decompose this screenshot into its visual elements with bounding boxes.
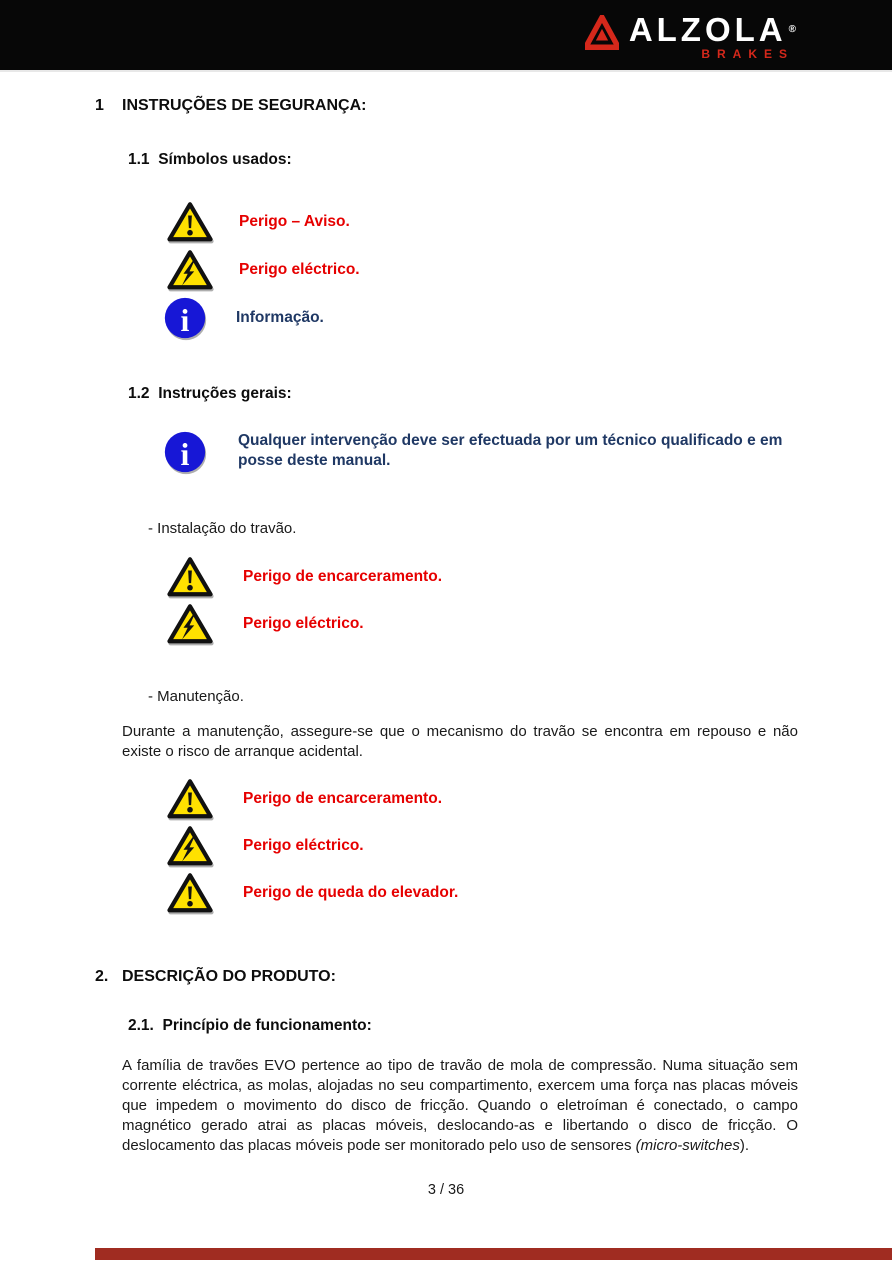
- brand-name: ALZOLA ®: [628, 11, 796, 48]
- logo-text-block: [629, 13, 796, 61]
- section-1-title: INSTRUÇÕES DE SEGURANÇA:: [122, 97, 367, 114]
- electric-hazard-icon: [163, 249, 217, 291]
- symbol-row: [163, 603, 364, 645]
- section-2-1-heading: [128, 1017, 372, 1035]
- footer-red-bar: [95, 1248, 892, 1260]
- section-1-1-number: 1.1: [128, 151, 150, 168]
- warning-triangle-icon: [163, 872, 217, 914]
- section-1-2-heading: [128, 385, 292, 403]
- symbol-label: Perigo de queda do elevador.: [243, 884, 459, 901]
- section-2-1-number: 2.1.: [128, 1017, 154, 1034]
- alzola-triangle-icon: [585, 15, 619, 51]
- warning-triangle-icon: [163, 201, 217, 243]
- electric-hazard-icon: [163, 825, 217, 867]
- alzola-logo: [585, 13, 796, 61]
- section-2-heading: [95, 968, 336, 986]
- paragraph-italic-text: (micro-switches: [635, 1137, 740, 1154]
- information-icon: [164, 431, 206, 473]
- page-number: 3 / 36: [427, 1182, 465, 1198]
- symbol-row: [163, 825, 364, 867]
- maintenance-item: - Manutenção.: [148, 688, 244, 705]
- product-description-paragraph: [122, 1056, 798, 1156]
- symbol-row: [164, 297, 324, 339]
- information-icon: [164, 297, 206, 339]
- section-1-2-title: Instruções gerais:: [158, 385, 292, 402]
- symbol-row: [163, 249, 360, 291]
- electric-hazard-icon: [163, 603, 217, 645]
- symbol-label: Perigo – Aviso.: [239, 213, 350, 230]
- symbol-label: Perigo eléctrico.: [239, 261, 360, 278]
- installation-item: - Instalação do travão.: [148, 520, 297, 537]
- section-2-number: 2.: [95, 968, 109, 985]
- symbol-label: Perigo de encarceramento.: [243, 790, 442, 807]
- symbol-label: Perigo eléctrico.: [243, 615, 364, 632]
- section-1-1-heading: [128, 151, 292, 169]
- paragraph-text: A família de travões EVO pertence ao tipo de travão de mola de compressão. Numa situação sem corrente eléctrica, as molas, alojadas no seu compartimento, exercem uma força nas placas móveis que impedem o movimento do disco de fricção. Quando o eletroíman é conectado, o campo magnético gerado atrai as placas móveis, deslocando-as e libertando o disco de fricção. O deslocamento das placas móveis pode ser monitorado pelo uso de sensores: [122, 1057, 798, 1154]
- symbol-label: Perigo eléctrico.: [243, 837, 364, 854]
- section-1-number: 1: [95, 97, 104, 114]
- warning-triangle-icon: [163, 778, 217, 820]
- warning-triangle-icon: [163, 556, 217, 598]
- symbol-row: [163, 778, 442, 820]
- symbol-label: Perigo de encarceramento.: [243, 568, 442, 585]
- page-header: [0, 0, 892, 72]
- section-2-1-title: Princípio de funcionamento:: [162, 1017, 372, 1034]
- paragraph-end-text: ).: [739, 1137, 749, 1154]
- symbol-row: [163, 872, 458, 914]
- section-1-2-number: 1.2: [128, 385, 150, 402]
- info-note-row: [164, 431, 798, 473]
- section-1-heading: [95, 97, 366, 115]
- symbol-row: [163, 556, 442, 598]
- brand-subtitle: BRAKES: [701, 47, 794, 61]
- info-note-text: Qualquer intervenção deve ser efectuada por um técnico qualificado e em posse deste manual.: [238, 432, 783, 469]
- registered-mark: ®: [788, 24, 796, 35]
- maintenance-note: Durante a manutenção, assegure-se que o mecanismo do travão se encontra em repouso e não existe o risco de arranque acidental.: [122, 723, 798, 760]
- symbol-label: Informação.: [236, 309, 324, 326]
- section-1-1-title: Símbolos usados:: [158, 151, 292, 168]
- section-2-title: DESCRIÇÃO DO PRODUTO:: [122, 968, 336, 985]
- symbol-row: [163, 201, 350, 243]
